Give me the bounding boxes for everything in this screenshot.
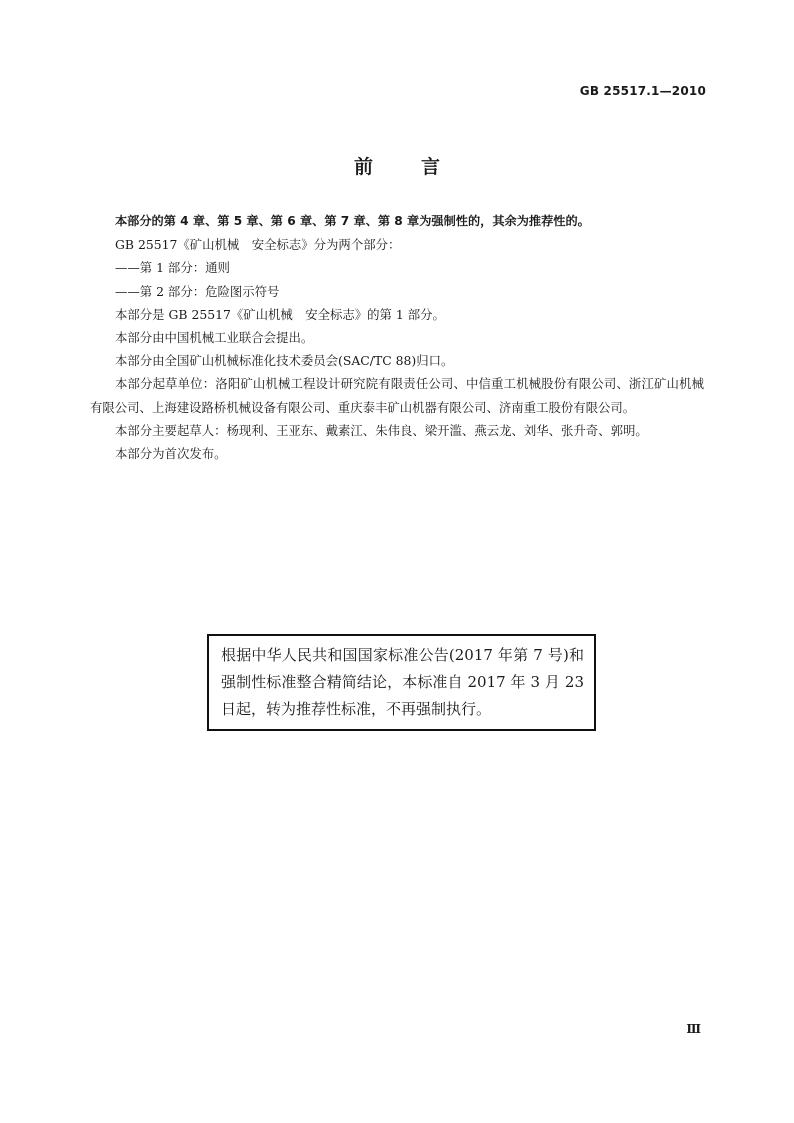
page-title	[0, 152, 794, 179]
paragraph-drafting-units: 本部分起草单位：洛阳矿山机械工程设计研究院有限责任公司、中信重工机械股份有限公司、浙江矿山机械有限公司、上海建设路桥机械设备有限公司、重庆泰丰矿山机器有限公司、济南重工股份有限公司。	[90, 376, 704, 415]
paragraph-centralized-by: 本部分由全国矿山机械标准化技术委员会(SAC/TC 88)归口。	[115, 353, 454, 369]
title-char-2: 言	[421, 156, 441, 178]
paragraph-proposed-by: 本部分由中国机械工业联合会提出。	[115, 330, 314, 346]
foreword-body	[90, 210, 704, 465]
paragraph-part-2: ——第 2 部分：危险图示符号	[115, 283, 280, 299]
paragraph-part-1: ——第 1 部分：通则	[115, 260, 230, 276]
page-number: Ⅲ	[686, 1022, 700, 1036]
paragraph-drafters: 本部分主要起草人：杨现利、王亚东、戴素江、朱伟良、梁开滥、燕云龙、刘华、张升奇、郭明。	[115, 422, 648, 438]
paragraph-parts-intro: GB 25517《矿山机械 安全标志》分为两个部分：	[115, 237, 401, 253]
status-notice-box: 根据中华人民共和国国家标准公告(2017 年第 7 号)和强制性标准整合精简结论，本标准自 2017 年 3 月 23 日起，转为推荐性标准，不再强制执行。	[207, 634, 596, 731]
paragraph-first-release: 本部分为首次发布。	[115, 446, 227, 462]
paragraph-mandatory-clauses: 本部分的第 4 章、第 5 章、第 6 章、第 7 章、第 8 章为强制性的，其余为推荐性的。	[115, 214, 590, 228]
paragraph-this-part: 本部分是 GB 25517《矿山机械 安全标志》的第 1 部分。	[115, 306, 445, 322]
title-char-1: 前	[353, 156, 373, 178]
standard-code: GB 25517.1—2010	[579, 84, 706, 98]
